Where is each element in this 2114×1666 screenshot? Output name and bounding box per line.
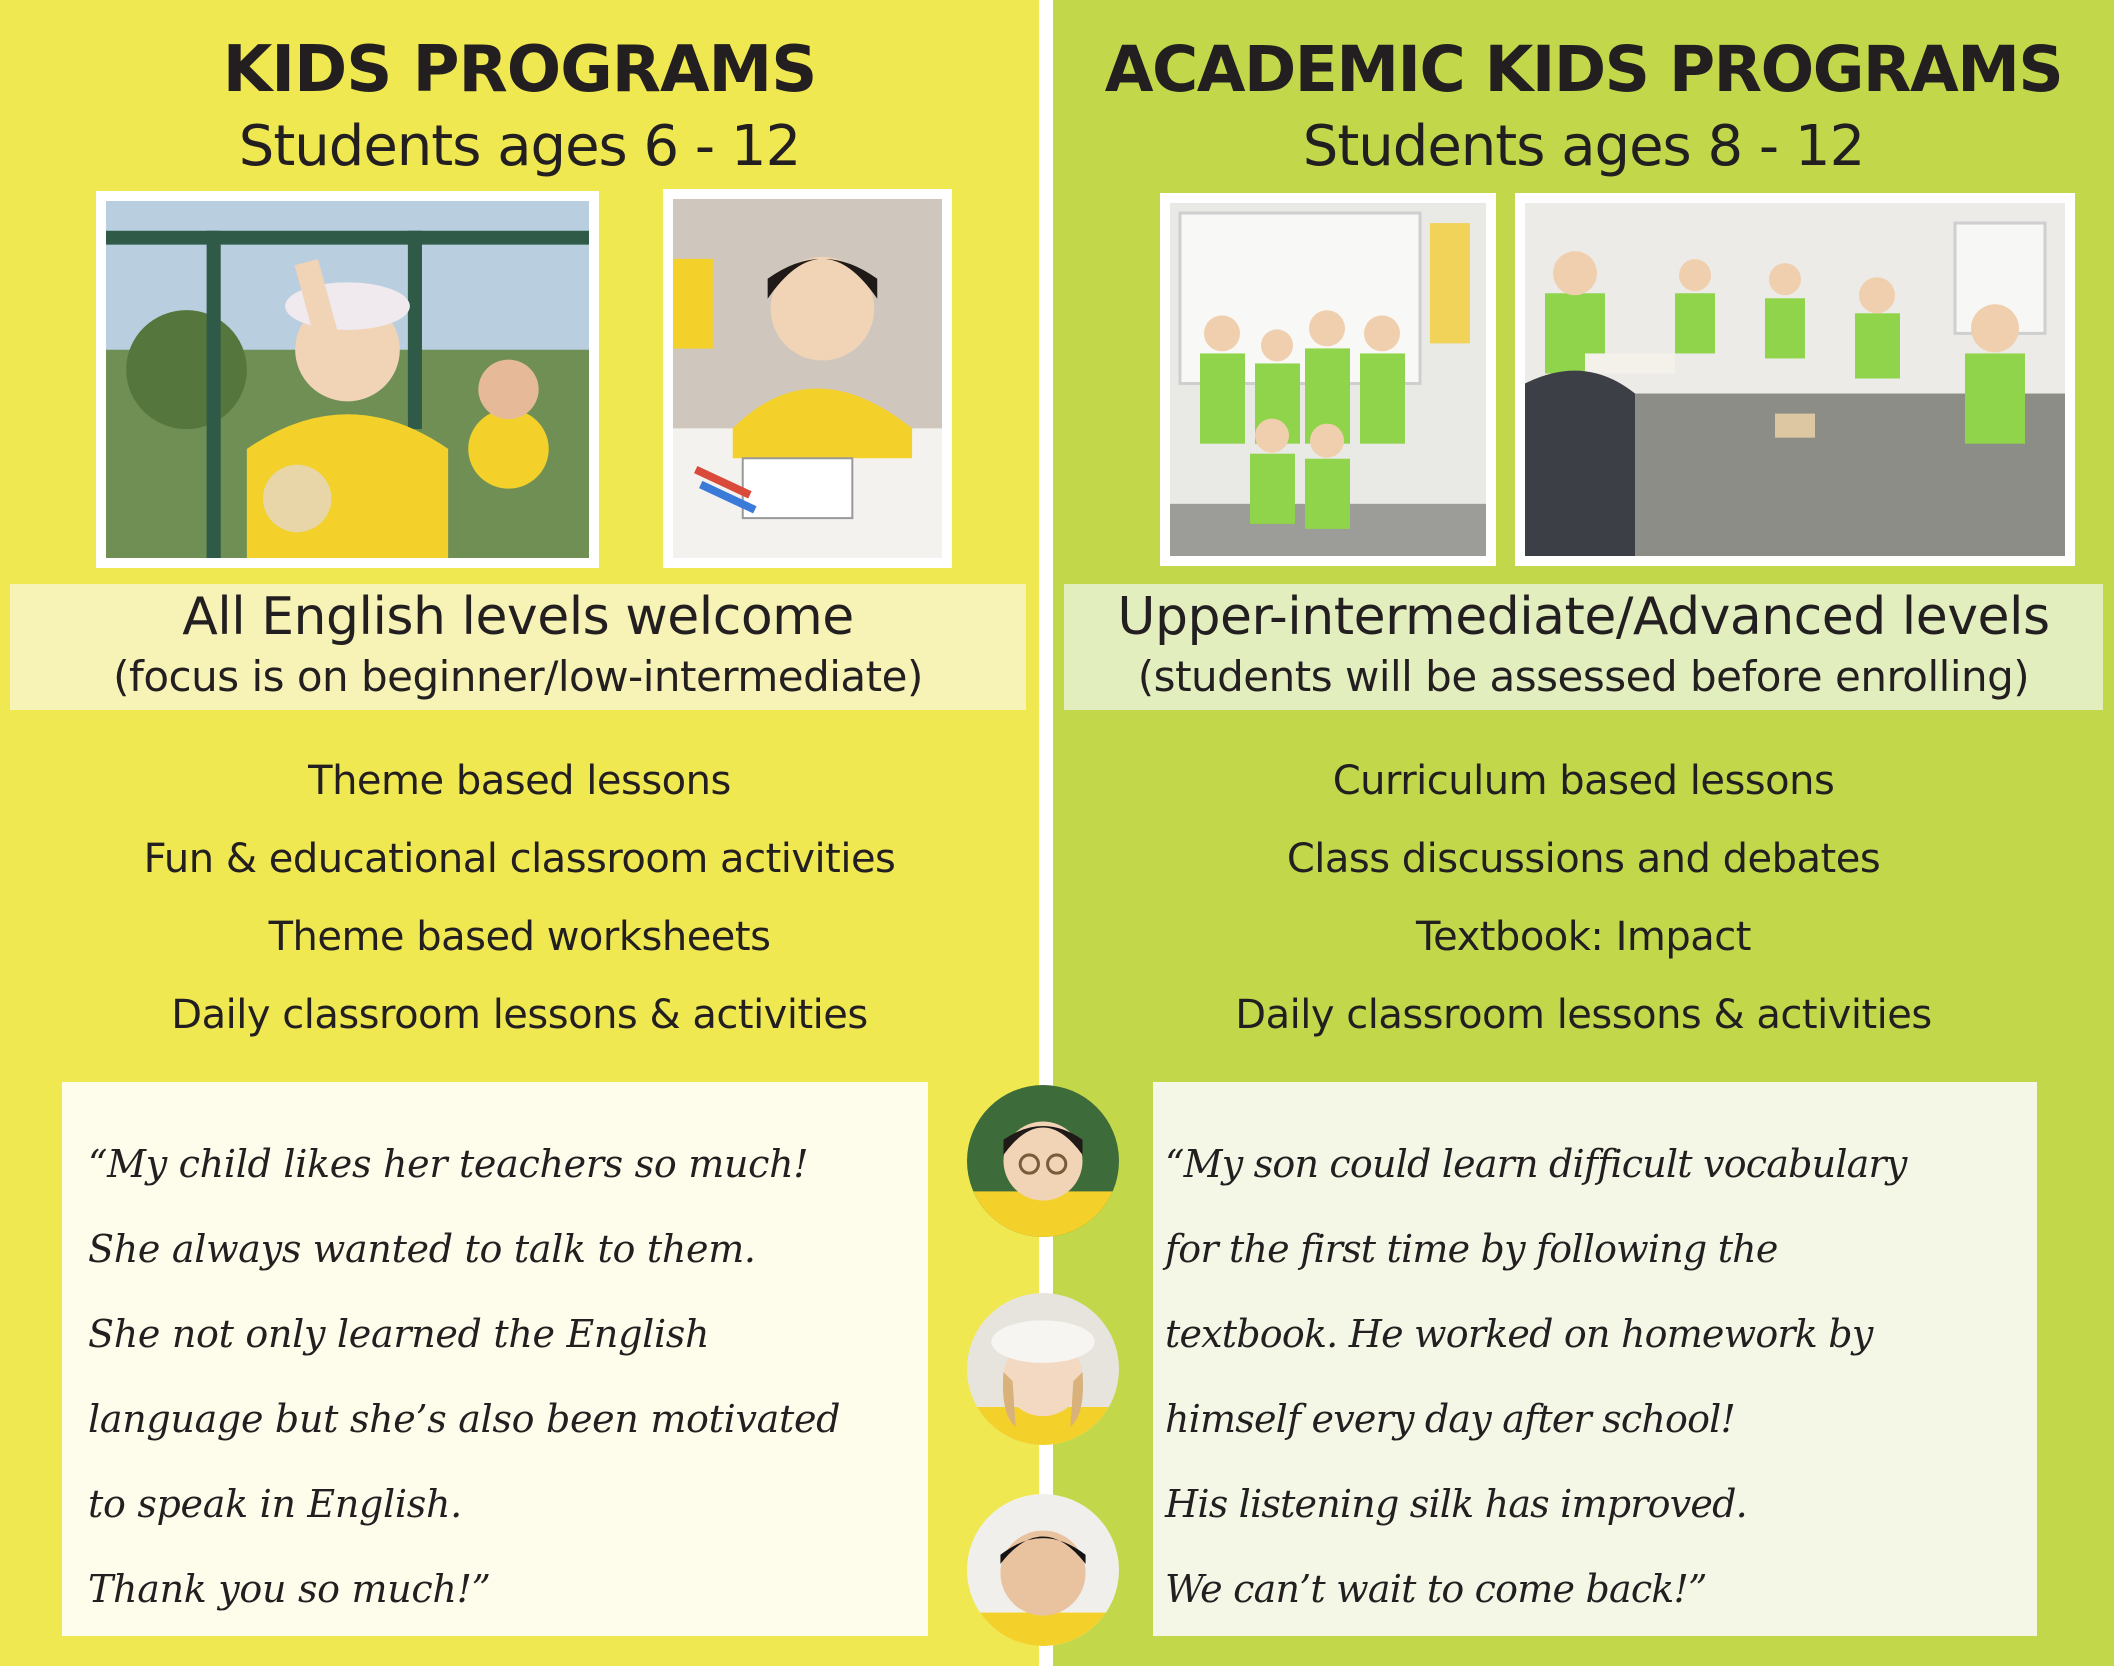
testimonial-line: She always wanted to talk to them.	[88, 1227, 756, 1271]
academic-programs-title: ACADEMIC KIDS PROGRAMS	[1104, 33, 2063, 106]
testimonial-line: himself every day after school!	[1165, 1397, 1735, 1441]
academic-testimonial	[1153, 1082, 2037, 1636]
student-portrait-avatar	[967, 1085, 1119, 1237]
kids-programs-title: KIDS PROGRAMS	[222, 33, 817, 107]
feature-item: Class discussions and debates	[1286, 836, 1881, 882]
student-portrait-avatar	[967, 1293, 1119, 1445]
feature-item: Textbook: Impact	[1416, 914, 1751, 960]
testimonial-line: to speak in English.	[88, 1482, 462, 1526]
kids-programs-panel	[0, 0, 1039, 1666]
academic-level-note: (students will be assessed before enrolling)	[1137, 652, 2030, 701]
kids-level-box	[10, 584, 1026, 710]
academic-level-box	[1064, 584, 2103, 710]
academic-classroom-photo	[1515, 193, 2075, 566]
testimonial-line: We can’t wait to come back!”	[1165, 1567, 1707, 1611]
testimonial-line: “My child likes her teachers so much!	[88, 1142, 809, 1186]
testimonial-line: She not only learned the English	[88, 1312, 710, 1356]
kids-drawing-photo	[663, 189, 952, 568]
testimonial-line: for the first time by following the	[1165, 1227, 1778, 1271]
testimonial-line: Thank you so much!”	[88, 1567, 491, 1611]
kids-features-list	[0, 742, 1039, 1054]
kids-testimonial	[62, 1082, 928, 1636]
testimonial-line: “My son could learn difficult vocabulary	[1165, 1142, 1907, 1186]
feature-item: Daily classroom lessons & activities	[171, 992, 868, 1038]
kids-programs-ages: Students ages 6 - 12	[238, 114, 801, 179]
testimonial-line: language but she’s also been motivated	[88, 1397, 841, 1441]
testimonial-line: textbook. He worked on homework by	[1165, 1312, 1873, 1356]
student-portrait-avatar	[967, 1494, 1119, 1646]
feature-item: Curriculum based lessons	[1332, 758, 1835, 804]
feature-item: Theme based lessons	[308, 758, 731, 804]
feature-item: Theme based worksheets	[268, 914, 771, 960]
academic-programs-ages: Students ages 8 - 12	[1302, 114, 1865, 179]
feature-item: Daily classroom lessons & activities	[1235, 992, 1932, 1038]
academic-group-photo	[1160, 193, 1496, 566]
kids-level-main: All English levels welcome	[182, 587, 854, 647]
testimonial-line: His listening silk has improved.	[1165, 1482, 1747, 1526]
kids-level-note: (focus is on beginner/low-intermediate)	[113, 652, 923, 701]
academic-level-main: Upper-intermediate/Advanced levels	[1117, 587, 2050, 647]
academic-features-list	[1053, 742, 2114, 1054]
kids-playground-photo	[96, 191, 599, 568]
feature-item: Fun & educational classroom activities	[143, 836, 896, 882]
academic-kids-programs-panel	[1053, 0, 2114, 1666]
